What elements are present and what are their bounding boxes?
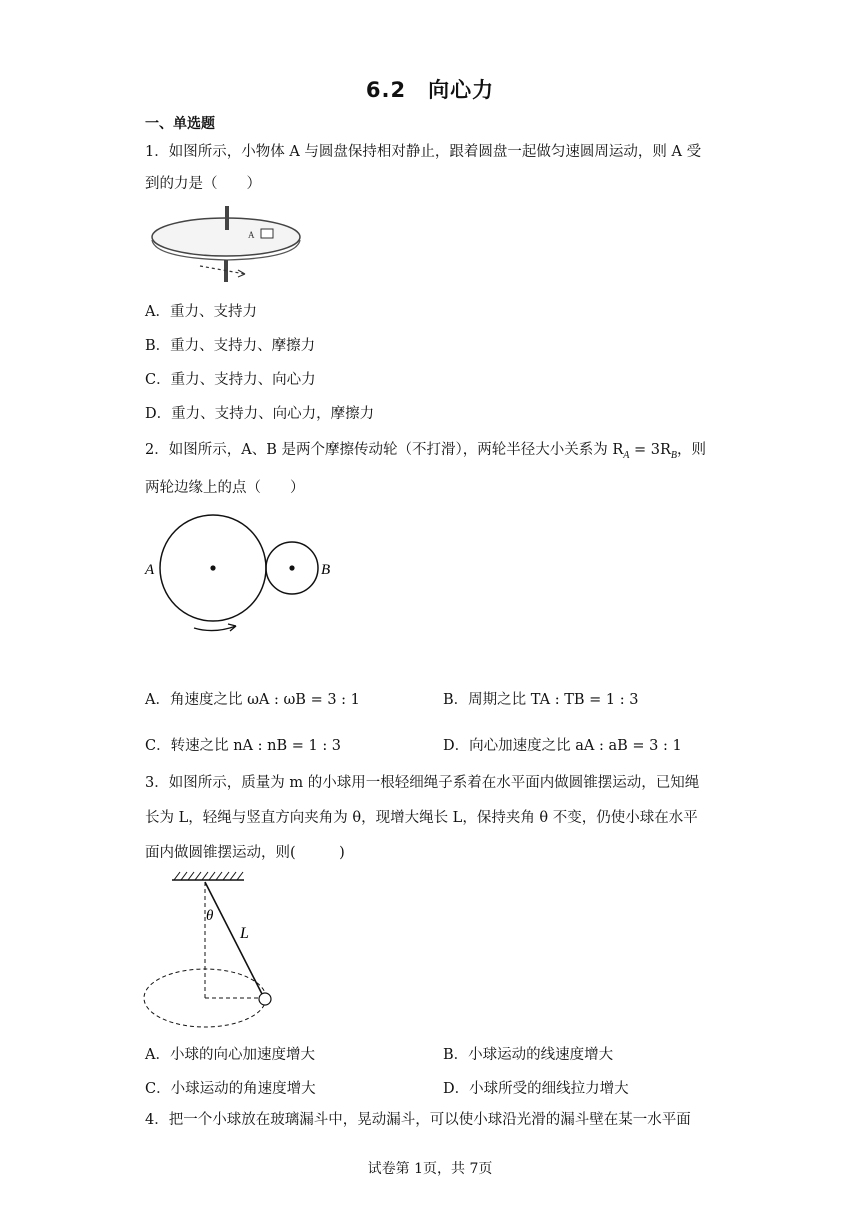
q1-option-c: C．重力、支持力、向心力 bbox=[145, 372, 316, 388]
q2-sub-b: B bbox=[670, 449, 677, 461]
q2-stem-line1 bbox=[145, 440, 706, 466]
q3-stem-line3: 面内做圆锥摆运动，则( ) bbox=[145, 845, 345, 861]
q3-stem-line2: 长为 L，轻绳与竖直方向夹角为 θ，现增大绳长 L，保持夹角 θ 不变，仍使小球在水平 bbox=[145, 810, 698, 826]
q1-option-b: B．重力、支持力、摩擦力 bbox=[145, 338, 316, 354]
q3-stem-line1: 3．如图所示，质量为 m 的小球用一根轻细绳子系着在水平面内做圆锥摆运动，已知绳 bbox=[145, 775, 700, 791]
q3-conical-pendulum-figure bbox=[140, 868, 280, 1033]
q3-option-c: C．小球运动的角速度增大 bbox=[145, 1081, 316, 1097]
q2-option-b: B．周期之比 TA : TB = 1 : 3 bbox=[443, 692, 639, 708]
q1-figure-label-a: A bbox=[248, 230, 255, 240]
q3-option-a: A．小球的向心加速度增大 bbox=[145, 1047, 315, 1063]
q2-stem-tail: ，则 bbox=[676, 442, 706, 458]
q1-option-d: D．重力、支持力、向心力，摩擦力 bbox=[145, 406, 375, 422]
q2-friction-wheels-figure bbox=[142, 510, 342, 635]
q2-stem-eq: = 3R bbox=[629, 442, 671, 458]
q3-option-d: D．小球所受的细线拉力增大 bbox=[443, 1081, 629, 1097]
q2-option-d: D．向心加速度之比 aA : aB = 3 : 1 bbox=[443, 738, 682, 754]
q2-option-a: A．角速度之比 ωA : ωB = 3 : 1 bbox=[145, 692, 360, 708]
q3-option-b: B．小球运动的线速度增大 bbox=[443, 1047, 614, 1063]
q2-stem-text: 2．如图所示，A、B 是两个摩擦传动轮（不打滑），两轮半径大小关系为 R bbox=[145, 442, 624, 458]
q1-option-a: A．重力、支持力 bbox=[145, 304, 257, 320]
q3-figure-theta: θ bbox=[206, 908, 214, 924]
section-heading: 一、单选题 bbox=[145, 116, 215, 132]
page-footer: 试卷第 1页，共 7页 bbox=[367, 1161, 493, 1177]
q2-sub-a: A bbox=[623, 449, 630, 461]
q4-stem-line1: 4．把一个小球放在玻璃漏斗中，晃动漏斗，可以使小球沿光滑的漏斗壁在某一水平面 bbox=[145, 1112, 691, 1128]
q2-figure-label-b: B bbox=[321, 562, 331, 578]
q1-stem-line2: 到的力是（ ） bbox=[145, 176, 261, 192]
q2-option-c: C．转速之比 nA : nB = 1 : 3 bbox=[145, 738, 342, 754]
q1-stem-line1: 1．如图所示，小物体 A 与圆盘保持相对静止，跟着圆盘一起做匀速圆周运动，则 A 受 bbox=[145, 144, 702, 160]
q2-stem-line2: 两轮边缘上的点（ ） bbox=[145, 480, 305, 496]
page-title: 6.2 向心力 bbox=[365, 78, 495, 102]
q2-figure-label-a: A bbox=[145, 562, 155, 578]
q1-rotating-disc-figure bbox=[145, 200, 310, 290]
q3-figure-l: L bbox=[240, 925, 249, 942]
